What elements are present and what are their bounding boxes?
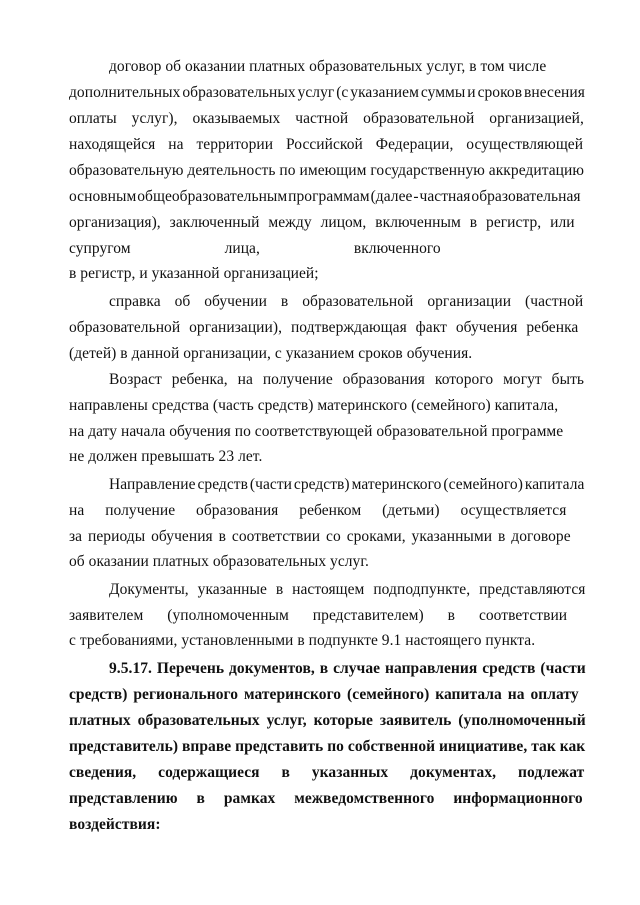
age-line-1: Возраст ребенка, на получение образования которого могут быть bbox=[109, 371, 585, 388]
section-heading-line-7: воздействия: bbox=[69, 816, 161, 833]
direction-line-2: на получение образования ребенком (детьми) осуществляется bbox=[69, 502, 567, 519]
certificate-line-3: (детей) в данной организации, с указанием сроков обучения. bbox=[69, 345, 473, 362]
contract-line-8: супругом лица, включенного bbox=[69, 240, 441, 257]
section-heading-line-6: представлению в рамках межведомственного информационного bbox=[69, 790, 583, 807]
submission-line-3: с требованиями, установленными в подпункте 9.1 настоящего пункта. bbox=[69, 632, 536, 649]
contract-line-1: договор об оказании платных образовательных услуг, в том числе bbox=[109, 58, 547, 75]
contract-line-9: в регистр, и указанной организацией; bbox=[69, 265, 319, 282]
age-line-4: не должен превышать 23 лет. bbox=[69, 448, 263, 465]
section-heading-line-5: сведения, содержащиеся в указанных документах, подлежат bbox=[69, 764, 585, 781]
section-heading-line-1: 9.5.17. Перечень документов, в случае направления средств (части bbox=[109, 660, 586, 677]
age-line-3: на дату начала обучения по соответствующей образовательной программе bbox=[69, 423, 564, 440]
direction-line-4: об оказании платных образовательных услуг. bbox=[69, 553, 369, 570]
section-heading-line-2: средств) регионального материнского (семейного) капитала на оплату bbox=[69, 686, 579, 703]
contract-line-5: образовательную деятельность по имеющим государственную аккредитацию bbox=[69, 162, 584, 179]
direction-line-3: за периоды обучения в соответствии со сроками, указанными в договоре bbox=[69, 528, 571, 545]
submission-line-1: Документы, указанные в настоящем подподпункте, представляются bbox=[109, 581, 586, 598]
contract-line-7: организация), заключенный между лицом, включенным в регистр, или bbox=[69, 214, 575, 231]
contract-line-2: дополнительных образовательных услуг (с указанием суммы и сроков внесения bbox=[69, 84, 585, 101]
section-heading-line-3: платных образовательных услуг, которые заявитель (уполномоченный bbox=[69, 712, 586, 729]
direction-line-1: Направление средств (части средств) материнского (семейного) капитала bbox=[109, 476, 585, 493]
contract-line-3: оплаты услуг), оказываемых частной образовательной организацией, bbox=[69, 110, 584, 127]
age-line-2: направлены средства (часть средств) материнского (семейного) капитала, bbox=[69, 397, 559, 414]
submission-line-2: заявителем (уполномоченным представителем) в соответствии bbox=[69, 607, 568, 624]
certificate-line-2: образовательной организации), подтверждающая факт обучения ребенка bbox=[69, 319, 579, 336]
contract-line-6: основным общеобразовательным программам (далее - частная образовательная bbox=[69, 188, 581, 205]
certificate-line-1: справка об обучении в образовательной организации (частной bbox=[109, 293, 584, 310]
section-heading-line-4: представитель) вправе представить по собственной инициативе, так как bbox=[69, 738, 586, 755]
contract-line-4: находящейся на территории Российской Федерации, осуществляющей bbox=[69, 136, 584, 153]
